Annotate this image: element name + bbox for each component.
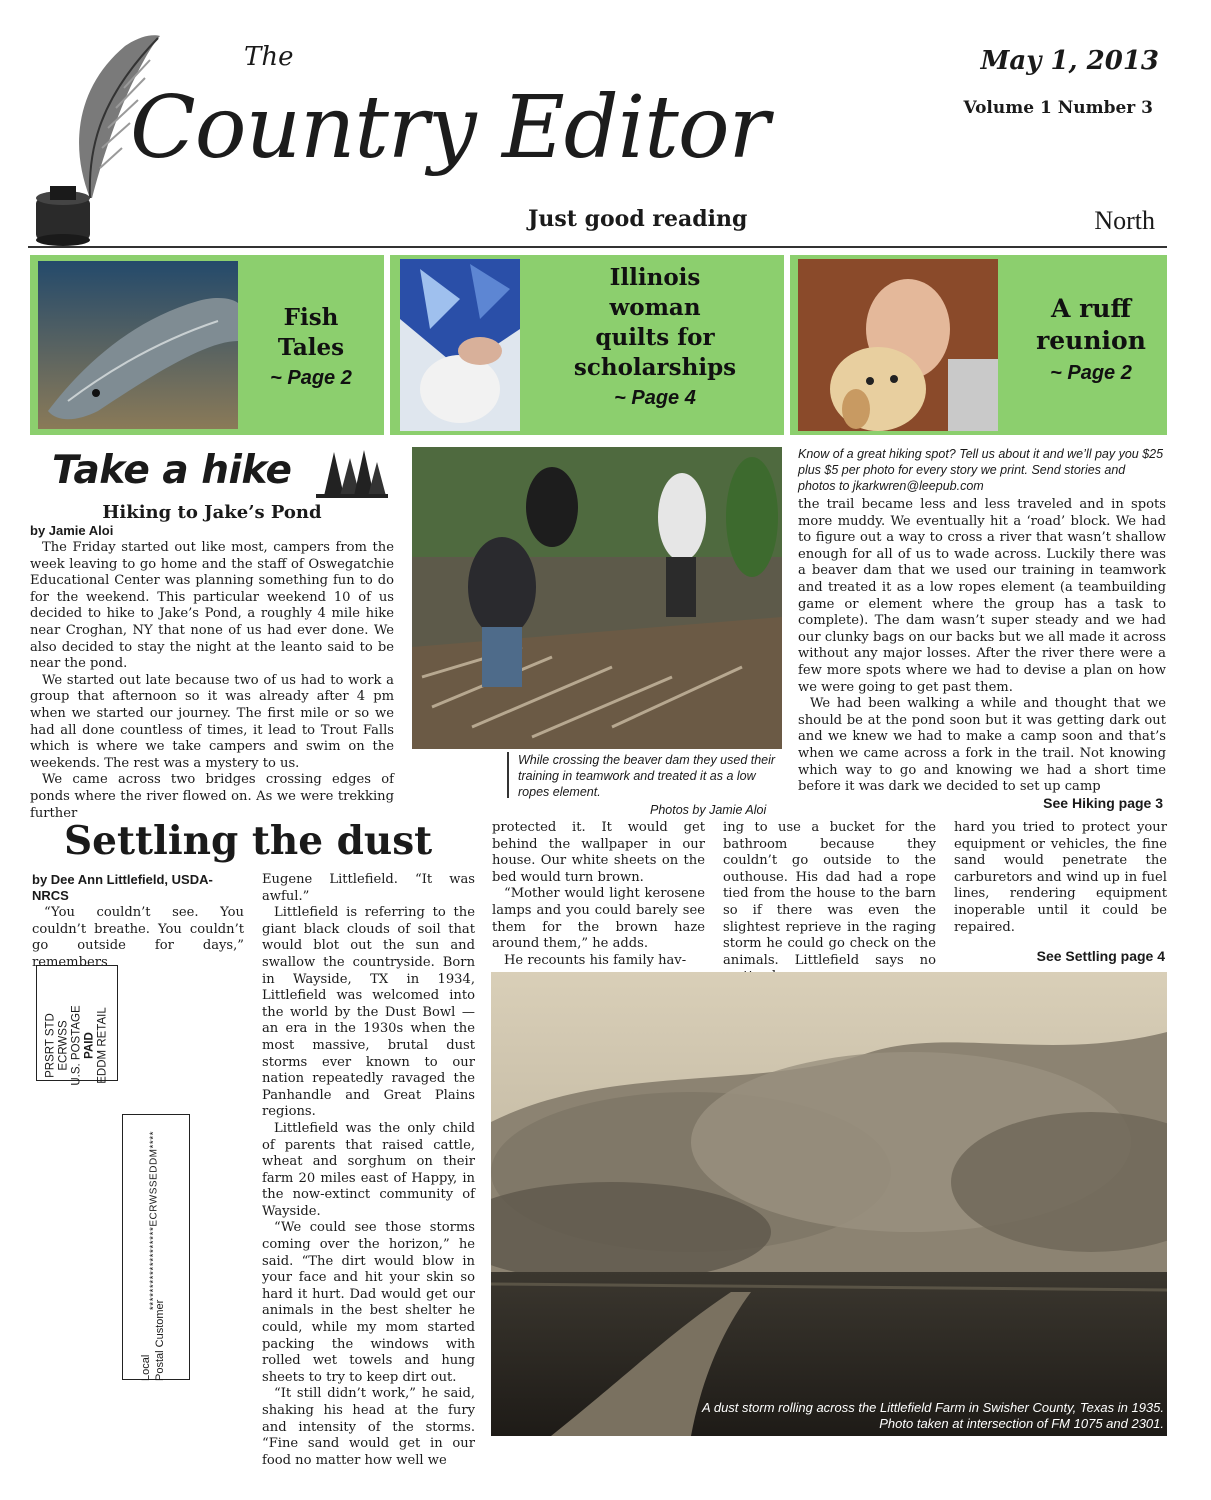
paragraph: “Mother would light kerosene lamps and you could barely see them for the brown haze around them,” he adds.	[492, 886, 705, 952]
teaser-page-ref: ~ Page 4	[614, 387, 696, 409]
hike-headline: Hiking to Jake’s Pond	[102, 502, 322, 523]
address-code: *******************ECRWSSEDDM****	[148, 1130, 160, 1311]
hike-column-3	[798, 497, 1166, 796]
masthead-rule	[28, 246, 1167, 248]
beaver-dam-photo	[412, 447, 782, 749]
teaser-title-line: A ruff	[1051, 294, 1131, 323]
volume-number: Volume 1 Number 3	[963, 98, 1153, 118]
dust-column-5	[954, 820, 1167, 936]
masthead-the: The	[244, 42, 294, 72]
sturgeon-photo	[38, 261, 238, 429]
masthead-title: Country Editor	[130, 78, 769, 178]
dust-column-2	[262, 872, 475, 1469]
issue-date: May 1, 2013	[980, 46, 1159, 76]
paragraph: the trail became less and less traveled and in spots more muddy. We eventually hit a ‘road’ block. We had to figure out a way to cross a river that wasn’t shallow enough for all of us to wade across. Luckily there was a beaver dam that we used our training in teamwork and treated it as a low ropes element (a teambuilding game or element where the group has a task to complete). The dam wasn’t super steady and we had our clunky bags on our backs but we all made it across without any major losses. After the river there were a few more spots where we had to devise a plan on how we were going to get past them.	[798, 497, 1166, 695]
paragraph: We started out late because two of us had to work a group that afternoon so it was already after 4 pm when we started our journey. The first mile or so we had all done countless of times, it lead to Trout Falls which is where we take campers and swim on the weekends. The rest was a mystery to us.	[30, 672, 394, 771]
paragraph: “You couldn’t see. You couldn’t breathe. You couldn’t go outside for days,” remembers	[32, 905, 244, 970]
teaser-title-line: Illinois	[609, 264, 701, 291]
paragraph: “We could see those storms coming over the horizon,” he said. “The dirt would blow in your face and hit your skin so hard it hurt. Dad would get our animals in the best shelter he could, while my mom started packing the windows with rolled wet towels and hung sheets to try to keep dirt out.	[262, 1220, 475, 1385]
hike-byline: by Jamie Aloi	[30, 523, 114, 538]
teaser-ruff-reunion[interactable]	[790, 255, 1167, 435]
teaser-page-ref: ~ Page 2	[1050, 362, 1132, 384]
paragraph: We had been walking a while and thought that we should be at the pond soon but it was getting dark out and we knew we had to make a camp soon and that’s when we came across a fork in the trail. Not knowing which way to go and knowing we had a short time before it was dark we decided to set up camp	[798, 696, 1166, 795]
paragraph: hard you tried to protect your equipment or vehicles, the fine sand would penetrate the carburetors and wind up in fuel lines, rendering equipment inoperable until it could be repaired.	[954, 820, 1167, 935]
paragraph: ing to use a bucket for the bathroom because they couldn’t go outside to the outhouse. His dad had a rope tied from the house to the barn so if there was even the slightest reprieve in the raging storm he could go check on the animals. Littlefield says no	[723, 820, 936, 968]
hike-section-title: Take a hike	[52, 448, 292, 493]
indicia-line: U.S. POSTAGE	[70, 1005, 83, 1086]
quilting-photo	[400, 259, 520, 431]
indicia-line: PAID	[83, 1032, 96, 1059]
teaser-title-line: Fish	[283, 304, 339, 331]
dust-byline: by Dee Ann Littlefield, USDA-NRCS	[32, 872, 213, 903]
hike-continued-link[interactable]: See Hiking page 3	[1043, 795, 1163, 811]
dust-continued-link[interactable]: See Settling page 4	[1036, 948, 1165, 964]
paragraph: Littlefield is referring to the giant black clouds of soil that would blot out the sun and swallow the countryside. Born in Wayside, TX in 1934, Littlefield was welcomed into the world by the Dust Bowl — an era in the 1930s when the most massive, brutal dust storms ever known to our nation repeatedly ravaged the Panhandle and Great Plains regions.	[262, 905, 475, 1120]
address-label	[122, 1114, 190, 1380]
hike-photo-caption: While crossing the beaver dam they used their training in teamwork and treated it as a low ropes element.	[518, 753, 776, 799]
teaser-page-ref: ~ Page 2	[270, 367, 352, 389]
teaser-title-line: Tales	[277, 334, 345, 361]
indicia-line: ECRWSS	[57, 1020, 70, 1071]
teaser-title-line: scholarships	[573, 354, 737, 381]
paragraph: He recounts his family hav-	[504, 952, 687, 968]
man-dog-photo	[798, 259, 998, 431]
address-line: Postal Customer	[154, 1299, 166, 1381]
teaser-title-line: reunion	[1036, 326, 1146, 355]
paragraph: We came across two bridges crossing edges of ponds where the river flowed on. As we were trekking further	[30, 772, 394, 821]
hike-column-1	[30, 540, 394, 822]
paragraph: protected it. It would get behind the wallpaper in our house. Our white sheets on the bed would turn brown.	[492, 820, 705, 885]
paragraph: Eugene Littlefield. “It was awful.”	[262, 872, 475, 904]
dust-column-3	[492, 820, 705, 969]
hike-photo-credit: Photos by Jamie Aloi	[650, 803, 767, 817]
dust-storm-photo	[491, 972, 1167, 1436]
caption-rule	[507, 752, 509, 798]
dust-column-1	[32, 905, 244, 971]
indicia-line: EDDM RETAIL	[96, 1007, 109, 1084]
teaser-quilts[interactable]	[390, 255, 784, 435]
paragraph: “It still didn’t work,” he said, shaking his head at the fury and intensity of the storms. “Fine sand would get in our food no matter how well we	[262, 1386, 475, 1468]
postal-indicia	[36, 965, 118, 1086]
teaser-title-line: quilts for	[595, 324, 715, 351]
hike-promo: Know of a great hiking spot? Tell us about it and we’ll pay you $25 plus $5 per photo for every story we print. Send stories and photos to jkarkwren@leepub.com	[798, 447, 1164, 493]
paragraph: The Friday started out like most, campers from the week leaving to go home and the staff of Oswegatchie Educational Center was planning something fun to do for the weekend. This particular weekend 10 of us decided to hike to Jake’s Pond, a roughly 4 mile hike near Croghan, NY that none of us had ever done. We also decided to stay the night at the leanto said to be near the pond.	[30, 540, 394, 672]
address-line: Local	[140, 1354, 152, 1381]
teaser-title-line: woman	[609, 294, 701, 321]
dust-column-4	[723, 820, 936, 986]
dust-headline: Settling the dust	[64, 818, 433, 864]
pine-trees-icon	[314, 448, 388, 500]
teaser-fish-tales[interactable]	[30, 255, 384, 435]
masthead-tagline: Just good reading	[528, 206, 748, 232]
dust-photo-caption: A dust storm rolling across the Littlefield Farm in Swisher County, Texas in 1935. Photo taken at intersection of FM 1075 and 2301.	[702, 1400, 1164, 1431]
paragraph: Littlefield was the only child of parents that raised cattle, wheat and sorghum on their farm 20 miles east of Happy, in the now-extinct community of Wayside.	[262, 1120, 475, 1219]
edition-label: North	[1094, 206, 1155, 235]
indicia-line: PRSRT STD	[44, 1013, 57, 1078]
